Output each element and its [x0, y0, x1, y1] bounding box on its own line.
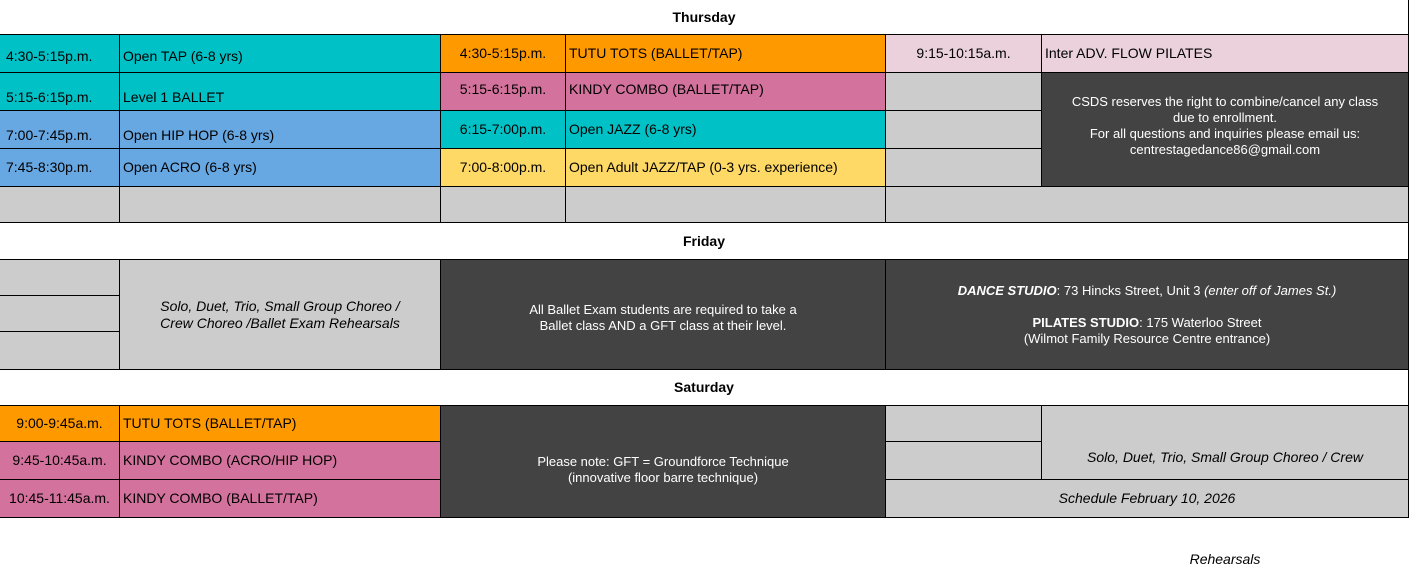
gft-note [441, 406, 886, 518]
sat-class-1: TUTU TOTS (BALLET/TAP) [120, 406, 441, 442]
thu-c2-time-1: 4:30-5:15p.m. [441, 35, 566, 73]
thu-c3-class-1: Inter ADV. FLOW PILATES [1042, 35, 1409, 73]
thu-c2-class-2: KINDY COMBO (BALLET/TAP) [566, 73, 886, 111]
thursday-title: Thursday [672, 8, 736, 25]
saturday-title: Saturday [674, 379, 734, 395]
thu-empty-cell [886, 73, 1042, 111]
thu-empty-cell [886, 111, 1042, 149]
notice-line-1: CSDS reserves the right to combine/cancel any class [1071, 94, 1379, 109]
fri-rehearsals-line-1: Solo, Duet, Trio, Small Group Choreo / [160, 297, 400, 314]
thursday-header [0, 0, 1409, 35]
thu-c1-class-2: Level 1 BALLET [120, 73, 441, 111]
exam-note-line-2: Ballet class AND a GFT class at their level. [539, 317, 787, 333]
thu-c1-class-4: Open ACRO (6-8 yrs) [120, 149, 441, 187]
sat-time-1: 9:00-9:45a.m. [0, 406, 120, 442]
friday-title: Friday [682, 232, 725, 249]
contact-email: centrestagedance86@gmail.com [1129, 142, 1321, 157]
sat-time-2: 9:45-10:45a.m. [0, 442, 120, 480]
fri-empty-cell [0, 332, 120, 370]
studio-locations [886, 260, 1409, 370]
friday-header [0, 223, 1409, 260]
ballet-exam-note [441, 260, 886, 370]
notice-line-2: due to enrollment. [1172, 110, 1278, 125]
pilates-studio-address: PILATES STUDIO: 175 Waterloo Street [1032, 314, 1262, 330]
thu-empty-cell [886, 149, 1042, 187]
pilates-studio-label: PILATES STUDIO [1032, 314, 1140, 330]
thu-c2-time-3: 6:15-7:00p.m. [441, 111, 566, 149]
thu-c2-time-4: 7:00-8:00p.m. [441, 149, 566, 187]
thu-c1-time-4: 7:45-8:30p.m. [0, 149, 120, 187]
thu-c2-class-4: Open Adult JAZZ/TAP (0-3 yrs. experience) [566, 149, 886, 187]
thu-empty-cell [441, 187, 566, 223]
sat-empty-cell [886, 442, 1042, 480]
sat-rehearsals-line-1: Solo, Duet, Trio, Small Group Choreo / Crew [1087, 449, 1363, 465]
exam-note-line-1: All Ballet Exam students are required to take a [529, 301, 797, 317]
thu-c1-class-3: Open HIP HOP (6-8 yrs) [120, 111, 441, 149]
sat-time-3: 10:45-11:45a.m. [0, 480, 120, 518]
fri-rehearsals-line-2: Crew Choreo /Ballet Exam Rehearsals [160, 314, 400, 331]
notice-line-3: For all questions and inquiries please email us: [1089, 126, 1361, 141]
thu-c1-time-3: 7:00-7:45p.m. [0, 111, 120, 149]
thu-c1-time-1: 4:30-5:15p.m. [0, 35, 120, 73]
thu-empty-cell [886, 187, 1409, 223]
thu-empty-cell [120, 187, 441, 223]
saturday-header [0, 370, 1409, 406]
fri-empty-cell [0, 260, 120, 296]
dance-studio-address: DANCE STUDIO: 73 Hincks Street, Unit 3 (enter off of James St.) [957, 282, 1337, 298]
schedule-date: Schedule February 10, 2026 [886, 480, 1409, 518]
thu-c1-time-2: 5:15-6:15p.m. [0, 73, 120, 111]
thu-empty-cell [566, 187, 886, 223]
thu-c1-class-1: Open TAP (6-8 yrs) [120, 35, 441, 73]
sat-class-3: KINDY COMBO (BALLET/TAP) [120, 480, 441, 518]
sat-rehearsals-line-3: Rehearsals [1189, 551, 1261, 567]
fri-rehearsals-note [120, 260, 441, 370]
dance-studio-label: DANCE STUDIO [957, 282, 1057, 298]
thu-c3-time-1: 9:15-10:15a.m. [886, 35, 1042, 73]
fri-empty-cell [0, 296, 120, 332]
thu-c2-class-3: Open JAZZ (6-8 yrs) [566, 111, 886, 149]
sat-empty-cell [886, 406, 1042, 442]
enrollment-notice [1042, 73, 1409, 187]
thu-c2-time-2: 5:15-6:15p.m. [441, 73, 566, 111]
thu-c2-class-1: TUTU TOTS (BALLET/TAP) [566, 35, 886, 73]
gft-note-line-1: Please note: GFT = Groundforce Technique [537, 453, 789, 469]
sat-class-2: KINDY COMBO (ACRO/HIP HOP) [120, 442, 441, 480]
pilates-entrance-note: (Wilmot Family Resource Centre entrance) [1023, 330, 1271, 346]
thu-empty-cell [0, 187, 120, 223]
gft-note-line-2: (innovative floor barre technique) [567, 469, 759, 485]
